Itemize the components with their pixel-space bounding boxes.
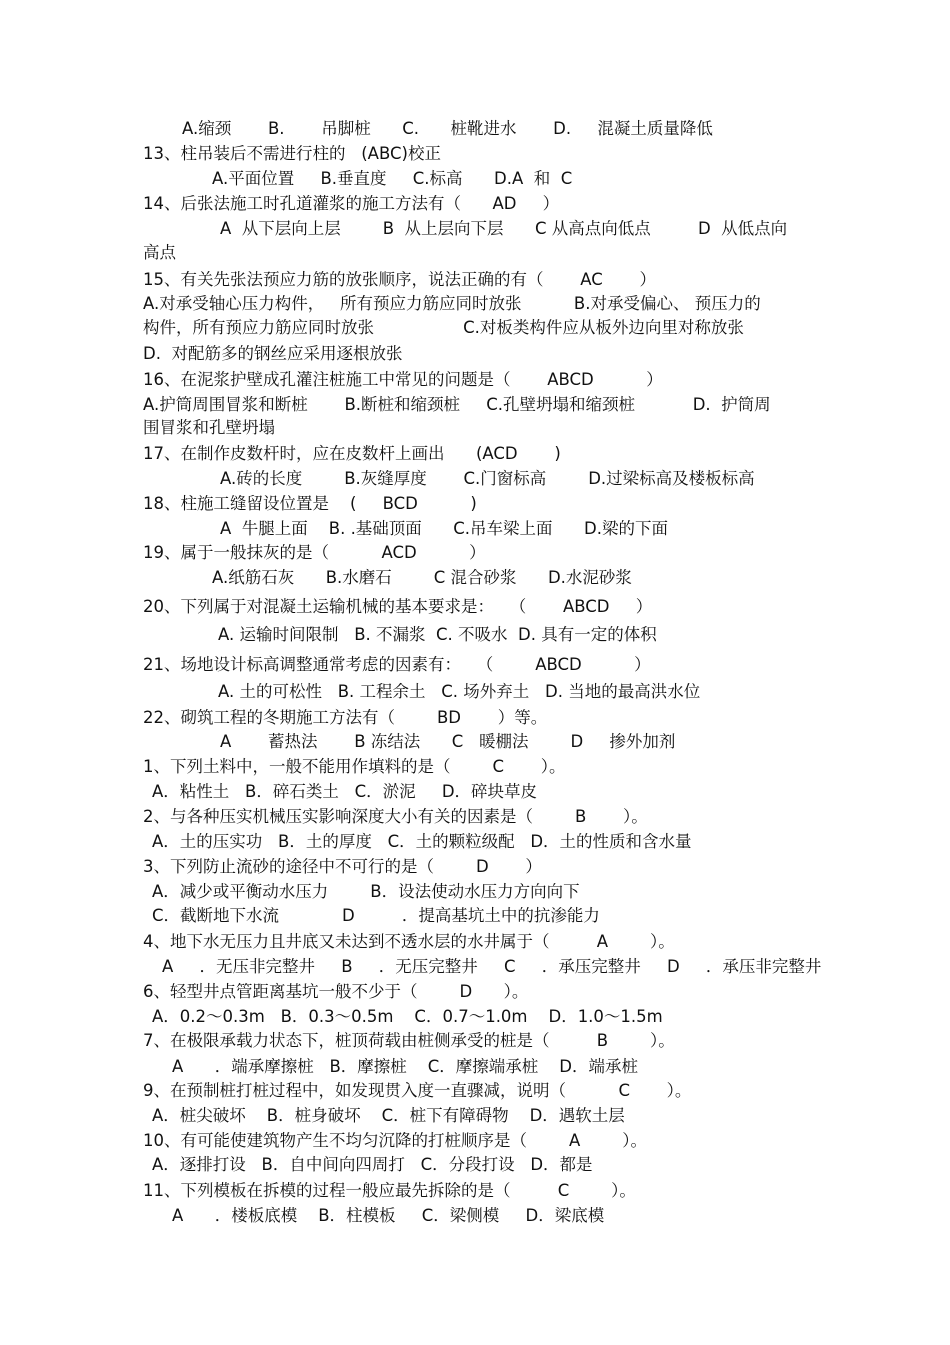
q15-question: 15、有关先张法预应力筋的放张顺序，说法正确的有（ AC ） xyxy=(143,270,656,289)
s2-options: A．土的压实功 B．土的厚度 C．土的颗粒级配 D．土的性质和含水量 xyxy=(152,832,692,851)
s4-options: A ．无压非完整井 B ．无压完整井 C ．承压完整井 D ．承压非完整井 xyxy=(162,957,822,976)
s3-options-ab: A．减少或平衡动水压力 B．设法使动水压力方向向下 xyxy=(152,882,580,901)
s10-question: 10、有可能使建筑物产生不均匀沉降的打桩顺序是（ A ）。 xyxy=(143,1131,647,1150)
s10-options: A．逐排打设 B．自中间向四周打 C．分段打设 D．都是 xyxy=(152,1155,593,1174)
q14-options: A 从下层向上层 B 从上层向下层 C 从高点向低点 D 从低点向 xyxy=(220,219,788,238)
q20-question: 20、下列属于对混凝土运输机械的基本要求是： （ ABCD ） xyxy=(143,597,653,616)
s1-question: 1、下列土料中，一般不能用作填料的是（ C ）。 xyxy=(143,757,566,776)
s2-question: 2、与各种压实机械压实影响深度大小有关的因素是（ B ）。 xyxy=(143,807,648,826)
q15-options: A.对承受轴心压力构件， 所有预应力筋应同时放张 B.对承受偏心、 预压力的 xyxy=(143,294,761,313)
s9-options: A．桩尖破坏 B．桩身破坏 C．桩下有障碍物 D．遇软土层 xyxy=(152,1106,625,1125)
s7-question: 7、在极限承载力状态下，桩顶荷载由桩侧承受的桩是（ B ）。 xyxy=(143,1031,675,1050)
s11-options: A ．楼板底模 B．柱模板 C．梁侧模 D．梁底模 xyxy=(172,1206,605,1225)
q16-options: A.护筒周围冒浆和断桩 B.断桩和缩颈桩 C.孔壁坍塌和缩颈桩 D. 护筒周 xyxy=(143,395,771,414)
q15-option-d: D. 对配筋多的钢丝应采用逐根放张 xyxy=(143,344,403,363)
q15-options-continued: 构件，所有预应力筋应同时放张 C.对板类构件应从板外边向里对称放张 xyxy=(143,318,744,337)
q21-question: 21、场地设计标高调整通常考虑的因素有： （ ABCD ） xyxy=(143,655,651,674)
q21-options: A. 土的可松性 B. 工程余土 C. 场外弃土 D. 当地的最高洪水位 xyxy=(218,682,701,701)
s9-question: 9、在预制桩打桩过程中，如发现贯入度一直骤减，说明（ C ）。 xyxy=(143,1081,692,1100)
s6-question: 6、轻型井点管距离基坑一般不少于（ D ）。 xyxy=(143,982,529,1001)
q18-options: A 牛腿上面 B. .基础顶面 C.吊车梁上面 D.梁的下面 xyxy=(220,519,668,538)
q14-options-continued: 高点 xyxy=(143,243,176,262)
q13-options: A.平面位置 B.垂直度 C.标高 D.A 和 C xyxy=(212,169,573,188)
s11-question: 11、下列模板在拆模的过程一般应最先拆除的是（ C ）。 xyxy=(143,1181,636,1200)
q18-question: 18、柱施工缝留设位置是 ( BCD ) xyxy=(143,494,477,513)
s7-options: A ．端承摩擦桩 B．摩擦桩 C．摩擦端承桩 D．端承桩 xyxy=(172,1057,638,1076)
q22-options: A 蓄热法 B 冻结法 C 暖棚法 D 掺外加剂 xyxy=(220,732,676,751)
s3-options-cd: C．截断地下水流 D ．提高基坑土中的抗渗能力 xyxy=(152,906,600,925)
q17-question: 17、在制作皮数杆时，应在皮数杆上画出 (ACD ) xyxy=(143,444,561,463)
q19-question: 19、属于一般抹灰的是（ ACD ） xyxy=(143,543,486,562)
q13-question: 13、柱吊装后不需进行柱的 (ABC)校正 xyxy=(143,144,441,163)
q12-options: A.缩颈 B. 吊脚桩 C. 桩靴进水 D. 混凝土质量降低 xyxy=(182,119,713,138)
s3-question: 3、下列防止流砂的途径中不可行的是（ D ） xyxy=(143,857,542,876)
q20-options: A. 运输时间限制 B. 不漏浆 C. 不吸水 D. 具有一定的体积 xyxy=(218,625,657,644)
q14-question: 14、后张法施工时孔道灌浆的施工方法有（ AD ） xyxy=(143,194,560,213)
q16-options-continued: 围冒浆和孔壁坍塌 xyxy=(143,418,275,437)
s4-question: 4、地下水无压力且井底又未达到不透水层的水井属于（ A ）。 xyxy=(143,932,675,951)
q17-options: A.砖的长度 B.灰缝厚度 C.门窗标高 D.过梁标高及楼板标高 xyxy=(220,469,755,488)
s6-options: A．0.2～0.3m B．0.3～0.5m C．0.7～1.0m D．1.0～1.5m xyxy=(152,1007,663,1026)
s1-options: A．粘性土 B．碎石类土 C．淤泥 D．碎块草皮 xyxy=(152,782,538,801)
q22-question: 22、砌筑工程的冬期施工方法有（ BD ）等。 xyxy=(143,708,548,727)
q19-options: A.纸筋石灰 B.水磨石 C 混合砂浆 D.水泥砂浆 xyxy=(212,568,632,587)
q16-question: 16、在泥浆护壁成孔灌注桩施工中常见的问题是（ ABCD ） xyxy=(143,370,663,389)
